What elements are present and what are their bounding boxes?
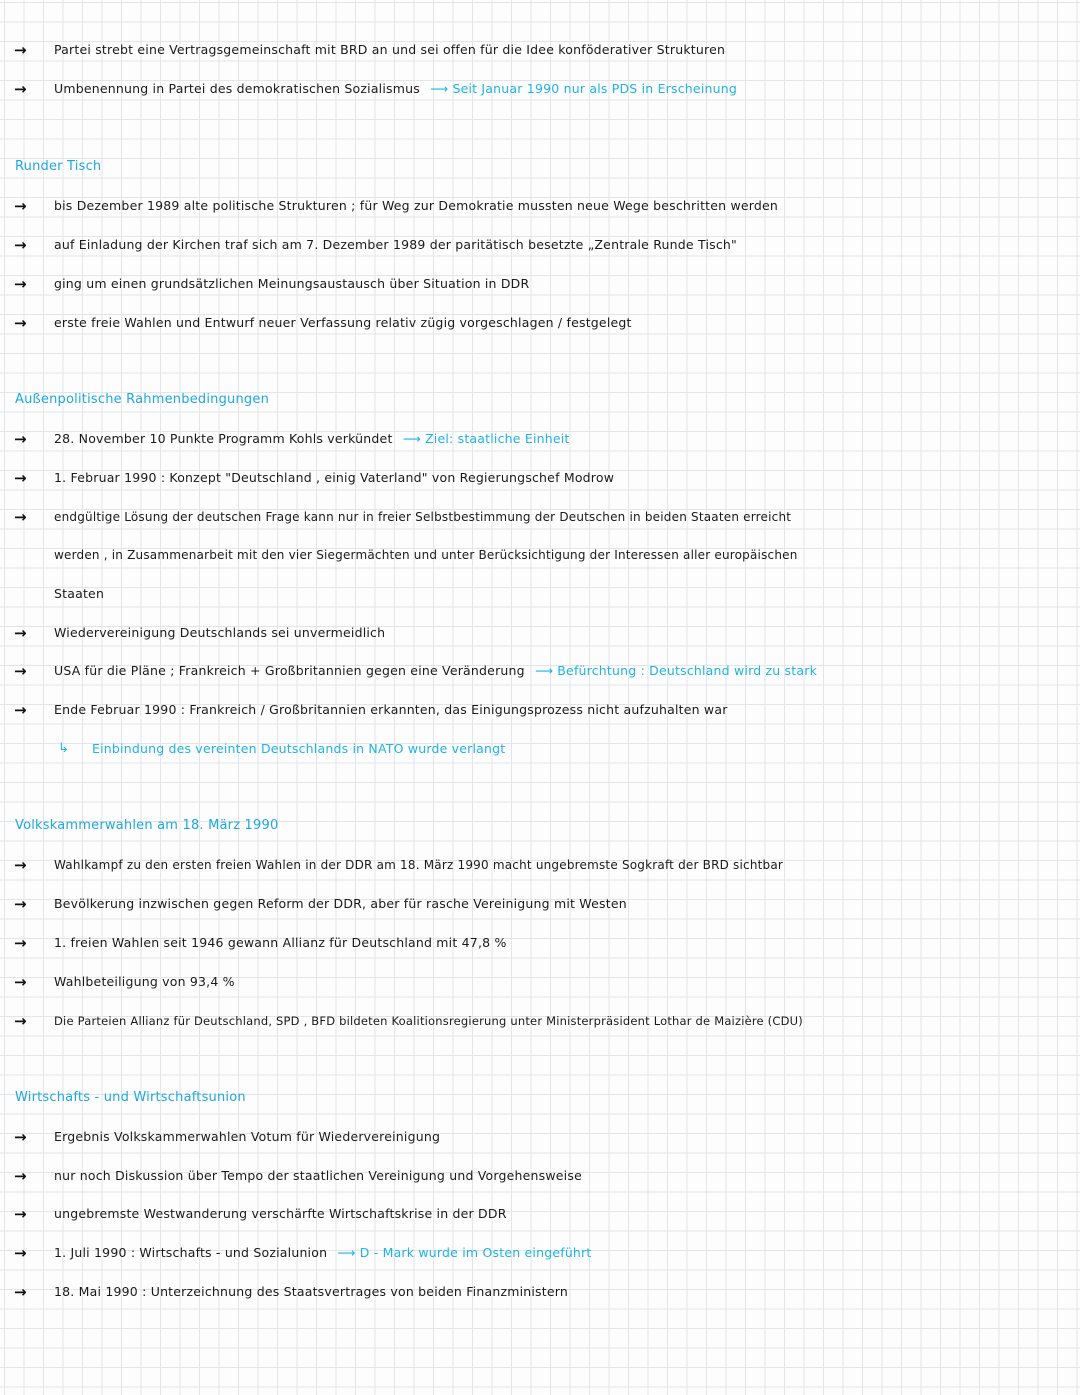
bullet-text: 18. Mai 1990 : Unterzeichnung des Staatsvertrages von beiden Finanzministern (54, 1284, 568, 1299)
arrow-icon: → (14, 197, 27, 215)
bullet-line (0, 79, 1080, 99)
bullet-text: Wahlkampf zu den ersten freien Wahlen in der DDR am 18. März 1990 macht ungebremste Sogkraft der BRD sichtbar (54, 858, 784, 872)
arrow-icon: → (14, 1283, 27, 1301)
bullet-line (0, 623, 1080, 643)
bullet-text: ungebremste Westwanderung verschärfte Wirtschaftskrise in der DDR (54, 1206, 507, 1221)
section-heading-volkskammerwahlen: Volkskammerwahlen am 18. März 1990 (15, 818, 279, 833)
arrow-icon: → (14, 275, 27, 293)
bullet-text: Partei strebt eine Vertragsgemeinschaft mit BRD an und sei offen für die Idee konföderativer Strukturen (54, 42, 726, 57)
bullet-text: ging um einen grundsätzlichen Meinungsaustausch über Situation in DDR (54, 276, 530, 291)
arrow-icon: → (14, 934, 27, 952)
bullet-line (0, 235, 1080, 255)
bullet-text: bis Dezember 1989 alte politische Strukturen ; für Weg zur Demokratie mussten neue Wege beschritten werden (54, 198, 779, 213)
arrow-icon: → (14, 973, 27, 991)
bullet-text: Ende Februar 1990 : Frankreich / Großbritannien erkannten, das Einigungsprozess nicht aufzuhalten war (54, 702, 728, 717)
bullet-text: Wahlbeteiligung von 93,4 % (54, 974, 235, 989)
bullet-line (0, 855, 1080, 875)
bullet-text: Umbenennung in Partei des demokratischen Sozialismus (54, 81, 420, 96)
bullet-note: ⟶ Seit Januar 1990 nur als PDS in Erscheinung (430, 81, 737, 96)
bullet-note: ⟶ D - Mark wurde im Osten eingeführt (337, 1245, 592, 1260)
bullet-line (0, 274, 1080, 294)
bullet-line (0, 894, 1080, 914)
bullet-text: endgültige Lösung der deutschen Frage kann nur in freier Selbstbestimmung der Deutschen in beiden Staaten erreicht (54, 510, 792, 524)
bullet-text: Bevölkerung inzwischen gegen Reform der DDR, aber für rasche Vereinigung mit Westen (54, 896, 627, 911)
bullet-note: ⟶ Befürchtung : Deutschland wird zu stark (534, 663, 818, 678)
bullet-line (0, 933, 1080, 953)
arrow-icon: → (14, 1244, 27, 1262)
bullet-text: Ergebnis Volkskammerwahlen Votum für Wiedervereinigung (54, 1129, 441, 1144)
bullet-line (0, 1011, 1080, 1031)
bullet-text: Wiedervereinigung Deutschlands sei unvermeidlich (54, 625, 386, 640)
sub-arrow-icon: ↳ (58, 741, 70, 756)
bullet-text: 1. freien Wahlen seit 1946 gewann Allianz für Deutschland mit 47,8 % (54, 935, 507, 950)
bullet-text: 28. November 10 Punkte Programm Kohls verkündet (54, 431, 393, 446)
arrow-icon: → (14, 662, 27, 680)
arrow-icon: → (14, 1128, 27, 1146)
bullet-line (0, 1127, 1080, 1147)
bullet-line (0, 972, 1080, 992)
arrow-icon: → (14, 41, 27, 59)
bullet-text: 1. Juli 1990 : Wirtschafts - und Sozialunion (54, 1245, 328, 1260)
arrow-icon: → (14, 895, 27, 913)
bullet-line (0, 1243, 1080, 1263)
bullet-text: auf Einladung der Kirchen traf sich am 7. Dezember 1989 der paritätisch besetzte „Zentrale Runde Tisch" (54, 237, 737, 252)
arrow-icon: → (14, 1167, 27, 1185)
bullet-line (0, 1282, 1080, 1302)
section-heading-wirtschaftsunion: Wirtschafts - und Wirtschaftsunion (15, 1090, 246, 1105)
bullet-line (0, 700, 1080, 720)
arrow-icon: → (14, 856, 27, 874)
bullet-continuation (0, 545, 1080, 565)
arrow-icon: → (14, 508, 27, 526)
bullet-text: USA für die Pläne ; Frankreich + Großbritannien gegen eine Veränderung (54, 663, 525, 678)
bullet-text: werden , in Zusammenarbeit mit den vier Siegermächten und unter Berücksichtigung der Interessen aller europäischen (54, 548, 798, 562)
arrow-icon: → (14, 430, 27, 448)
section-heading-aussenpolitik: Außenpolitische Rahmenbedingungen (15, 392, 270, 407)
arrow-icon: → (14, 1012, 27, 1030)
arrow-icon: → (14, 469, 27, 487)
bullet-continuation (0, 584, 1080, 604)
bullet-line (0, 429, 1080, 449)
arrow-icon: → (14, 701, 27, 719)
section-heading-runder-tisch: Runder Tisch (15, 159, 102, 174)
bullet-line (0, 661, 1080, 681)
arrow-icon: → (14, 80, 27, 98)
bullet-text: 1. Februar 1990 : Konzept "Deutschland , einig Vaterland" von Regierungschef Modrow (54, 470, 615, 485)
bullet-note: ⟶ Ziel: staatliche Einheit (402, 431, 570, 446)
sub-bullet-text: Einbindung des vereinten Deutschlands in NATO wurde verlangt (92, 741, 506, 756)
bullet-line (0, 196, 1080, 216)
bullet-text: nur noch Diskussion über Tempo der staatlichen Vereinigung und Vorgehensweise (54, 1168, 582, 1183)
bullet-line (0, 1166, 1080, 1186)
bullet-line (0, 468, 1080, 488)
arrow-icon: → (14, 236, 27, 254)
arrow-icon: → (14, 314, 27, 332)
bullet-text: erste freie Wahlen und Entwurf neuer Verfassung relativ zügig vorgeschlagen / festgelegt (54, 315, 632, 330)
bullet-text: Die Parteien Allianz für Deutschland, SPD , BFD bildeten Koalitionsregierung unter Ministerpräsident Lothar de Maizière (CDU) (54, 1014, 803, 1028)
bullet-line (0, 507, 1080, 527)
arrow-icon: → (14, 1205, 27, 1223)
bullet-line (0, 1204, 1080, 1224)
sub-bullet-line (0, 739, 1080, 759)
bullet-text: Staaten (54, 586, 105, 601)
bullet-line (0, 40, 1080, 60)
bullet-line (0, 313, 1080, 333)
arrow-icon: → (14, 624, 27, 642)
